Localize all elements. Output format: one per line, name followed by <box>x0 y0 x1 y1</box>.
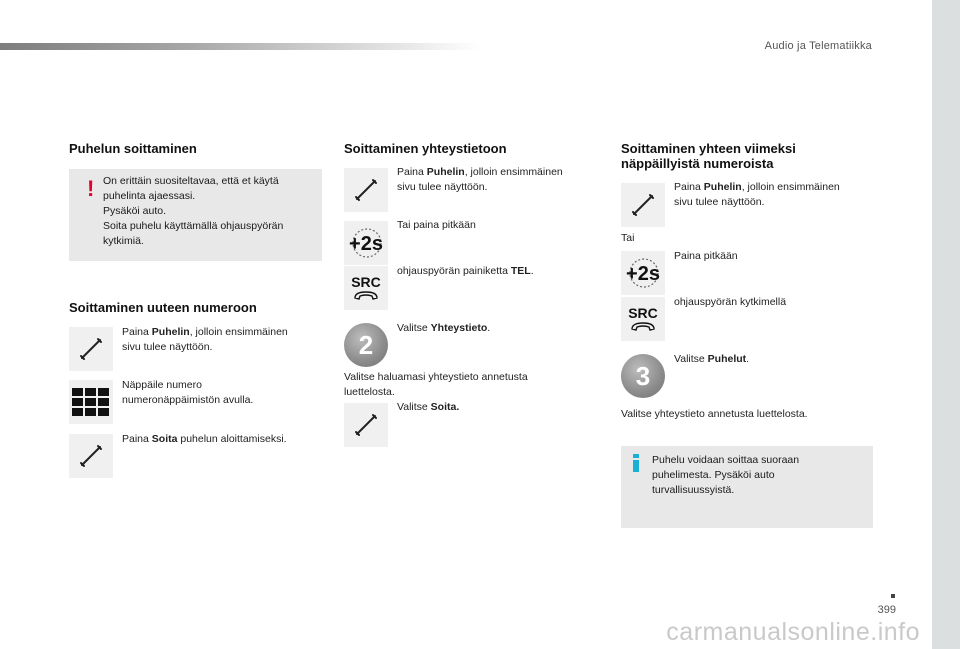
col1-step3-text: Paina Soita puhelun aloittamiseksi. <box>122 433 287 445</box>
col2-step1-text: Paina Puhelin, jolloin ensimmäinen sivu tulee näyttöön. <box>397 166 563 193</box>
warning-icon: ! <box>87 176 95 201</box>
col3-step1-text: Paina Puhelin, jolloin ensimmäinen sivu tulee näyttöön. <box>674 181 840 208</box>
keypad-tile <box>69 380 113 424</box>
src-tile <box>621 297 665 341</box>
col3-step3-text: Valitse Puhelut. <box>674 353 750 365</box>
phone-handset-icon <box>353 412 379 438</box>
src-button-icon: SRC <box>623 301 663 337</box>
top-decorative-bar <box>0 43 480 50</box>
phone-handset-icon <box>78 443 104 469</box>
col2-step3-text: Valitse Soita. <box>397 401 460 413</box>
col3-select-text: Valitse yhteystieto annetusta luettelosta. <box>621 408 808 420</box>
phone-handset-icon <box>353 177 379 203</box>
step-number-2: 2 <box>344 323 388 367</box>
hold-badge: +2s <box>626 263 660 285</box>
phone-tile <box>69 434 113 478</box>
col1-subtitle: Soittaminen uuteen numeroon <box>69 300 257 315</box>
hold-button-icon <box>345 227 387 259</box>
phone-tile <box>344 168 388 212</box>
phone-small-icon <box>353 289 379 301</box>
watermark: carmanualsonline.info <box>666 618 920 646</box>
section-title: Audio ja Telematiikka <box>764 40 872 52</box>
col2-title: Soittaminen yhteystietoon <box>344 141 507 156</box>
step-number-3: 3 <box>621 354 665 398</box>
col2-select-text: Valitse haluamasi yhteystieto annetusta luettelosta. <box>344 371 528 398</box>
col1-title: Puhelun soittaminen <box>69 141 197 156</box>
col1-step2-text: Näppäile numero numeronäppäimistön avulla. <box>122 379 254 406</box>
warning-box <box>69 169 322 261</box>
col3-title: Soittaminen yhteen viimeksi näppäillyistä numeroista <box>621 141 796 171</box>
hold-tile <box>621 251 665 295</box>
warning-text: On erittäin suositeltavaa, että et käytä puhelinta ajaessasi. Pysäköi auto. Soita puhelu käyttämällä ohjauspyörän kytkimiä. <box>103 175 284 247</box>
src-tile <box>344 266 388 310</box>
phone-small-icon <box>630 320 656 332</box>
col3-or-text: Tai <box>621 232 635 244</box>
side-strip <box>932 0 960 649</box>
col2-step2-text: Valitse Yhteystieto. <box>397 322 491 334</box>
phone-handset-icon <box>78 336 104 362</box>
col2-src-text: ohjauspyörän painiketta TEL. <box>397 265 534 277</box>
phone-tile <box>344 403 388 447</box>
keypad-icon <box>71 387 111 417</box>
phone-tile <box>621 183 665 227</box>
col1-step1-text: Paina Puhelin, jolloin ensimmäinen sivu tulee näyttöön. <box>122 326 288 353</box>
page-marker <box>891 594 895 598</box>
info-box <box>621 446 873 528</box>
hold-badge: +2s <box>349 233 383 255</box>
col3-hold-text: Paina pitkään <box>674 250 738 262</box>
col2-hold-text: Tai paina pitkään <box>397 219 476 231</box>
page-number: 399 <box>877 604 896 616</box>
info-text: Puhelu voidaan soittaa suoraan puhelimesta. Pysäköi auto turvallisuussyistä. <box>652 454 800 496</box>
hold-button-icon <box>622 257 664 289</box>
phone-handset-icon <box>630 192 656 218</box>
hold-tile <box>344 221 388 265</box>
phone-tile <box>69 327 113 371</box>
col3-src-text: ohjauspyörän kytkimellä <box>674 296 787 308</box>
info-icon <box>633 454 639 472</box>
src-button-icon: SRC <box>346 270 386 306</box>
